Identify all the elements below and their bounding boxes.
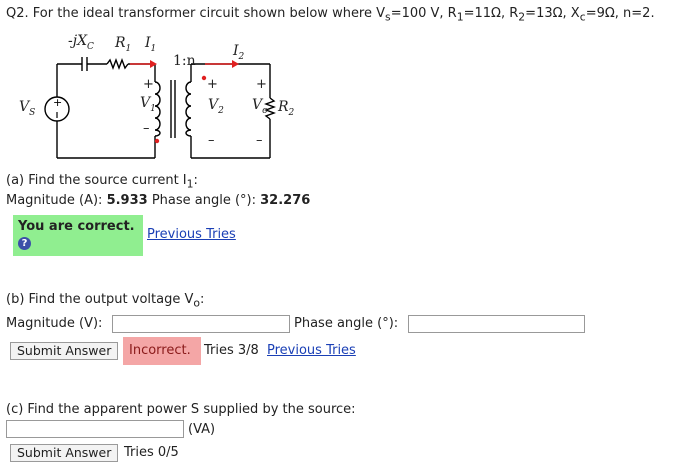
vo-minus: – bbox=[256, 133, 263, 148]
v1-sub: 1 bbox=[150, 103, 156, 114]
v2-text: V bbox=[208, 97, 219, 113]
v1-label bbox=[140, 95, 156, 114]
part-b-prompt-sub: o bbox=[193, 296, 200, 310]
part-b-prompt-text: (b) Find the output voltage V bbox=[6, 292, 194, 307]
v2-plus: + bbox=[207, 77, 218, 92]
transformer-circuit-diagram bbox=[0, 0, 330, 170]
part-b-status-text: Incorrect. bbox=[129, 343, 191, 358]
part-b-magnitude-input[interactable] bbox=[112, 315, 290, 333]
part-a-status-text: You are correct. bbox=[18, 219, 135, 234]
part-b-submit-button[interactable]: Submit Answer bbox=[10, 342, 118, 360]
vo-sub: o bbox=[262, 105, 268, 116]
r2-text: R bbox=[278, 99, 289, 115]
r1-sub: 1 bbox=[125, 43, 132, 54]
part-c-prompt: (c) Find the apparent power S supplied by the source: bbox=[6, 402, 356, 417]
part-b-incorrect-badge bbox=[123, 337, 201, 365]
r1-label bbox=[115, 35, 131, 54]
part-c-unit: (VA) bbox=[188, 422, 216, 437]
part-a-magnitude-value: 5.933 bbox=[106, 193, 148, 208]
sub-s: s bbox=[385, 10, 391, 24]
help-icon[interactable]: ? bbox=[18, 237, 31, 250]
vo-plus: + bbox=[256, 77, 267, 92]
v1-minus: – bbox=[143, 121, 150, 136]
part-b-prompt bbox=[6, 292, 204, 310]
part-c-submit-button[interactable]: Submit Answer bbox=[10, 444, 118, 462]
r2-label bbox=[278, 99, 294, 118]
turns-ratio-label: 1:n bbox=[173, 53, 196, 69]
vs-text: V bbox=[19, 99, 30, 115]
i2-label bbox=[233, 43, 244, 62]
sub-1: 1 bbox=[456, 10, 464, 24]
part-b-phase-label: Phase angle (°): bbox=[294, 316, 399, 331]
part-a-prompt-text: (a) Find the source current I bbox=[6, 173, 187, 188]
question-text: For the ideal transformer circuit shown below where V bbox=[32, 6, 386, 21]
vs-sub: S bbox=[29, 107, 36, 118]
i2-sub: 2 bbox=[238, 51, 245, 62]
v2-sub: 2 bbox=[218, 105, 224, 116]
jxc-text: -jX bbox=[68, 33, 88, 49]
vo-text: V bbox=[252, 97, 263, 113]
r2-sub: 2 bbox=[288, 107, 295, 118]
part-a-magnitude-label: Magnitude (A): bbox=[6, 193, 103, 208]
question-number: Q2. bbox=[6, 6, 29, 21]
question-text-4: =13Ω, X bbox=[525, 6, 580, 21]
question-text-2: =100 V, R bbox=[390, 6, 457, 21]
part-a-previous-tries-link[interactable]: Previous Tries bbox=[147, 227, 236, 242]
v2-minus: – bbox=[208, 133, 215, 148]
part-b-phase-input[interactable] bbox=[408, 315, 585, 333]
svg-text:+: + bbox=[53, 96, 63, 109]
part-a-prompt bbox=[6, 173, 198, 191]
part-a-answer-line bbox=[6, 193, 310, 208]
part-a-phase-label: Phase angle (°): bbox=[151, 193, 256, 208]
jxc-sub: C bbox=[87, 41, 94, 52]
question-text-5: =9Ω, n=2. bbox=[585, 6, 655, 21]
vo-label bbox=[252, 97, 268, 116]
v1-plus: + bbox=[143, 77, 154, 92]
part-a-prompt-sub: 1 bbox=[186, 177, 194, 191]
capacitor-label bbox=[68, 33, 94, 52]
sub-c: c bbox=[579, 10, 586, 24]
part-a-correct-badge bbox=[13, 215, 143, 256]
question-text-3: =11Ω, R bbox=[463, 6, 519, 21]
part-a-phase-value: 32.276 bbox=[260, 193, 311, 208]
part-c-power-input[interactable] bbox=[6, 420, 184, 438]
v2-label bbox=[208, 97, 224, 116]
i1-text: I bbox=[145, 35, 151, 51]
part-c-tries: Tries 0/5 bbox=[124, 445, 179, 460]
part-a-prompt-end: : bbox=[193, 173, 198, 188]
r1-text: R bbox=[115, 35, 126, 51]
part-b-tries: Tries 3/8 bbox=[204, 343, 259, 358]
sub-2: 2 bbox=[518, 10, 526, 24]
i1-label bbox=[145, 35, 156, 54]
i2-text: I bbox=[233, 43, 239, 59]
i1-sub: 1 bbox=[150, 43, 157, 54]
v1-text: V bbox=[140, 95, 151, 111]
part-b-magnitude-label: Magnitude (V): bbox=[6, 316, 103, 331]
part-b-previous-tries-link[interactable]: Previous Tries bbox=[267, 343, 356, 358]
vs-label bbox=[19, 99, 35, 118]
part-b-prompt-end: : bbox=[200, 292, 205, 307]
